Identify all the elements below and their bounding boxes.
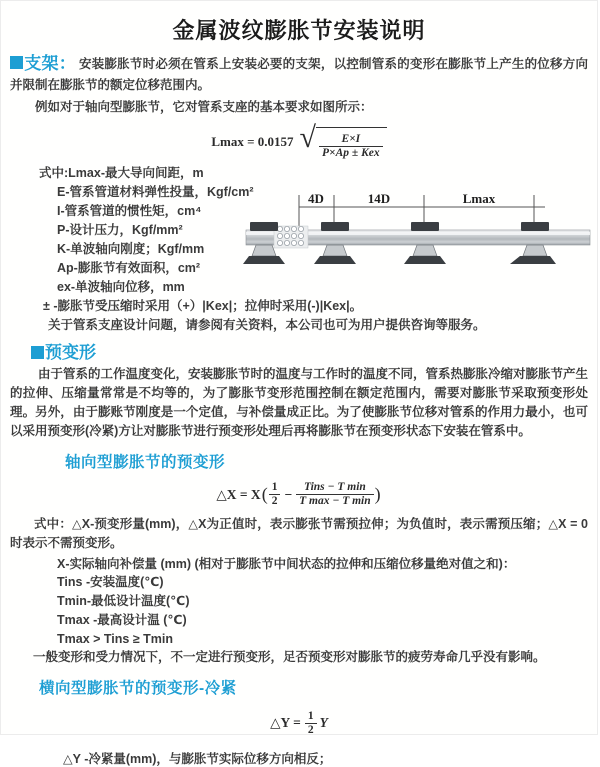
one-half-fraction [305,710,317,737]
radical-sign-icon: √ [299,120,317,154]
definition-line: 一般变形和受力情况下，不一定进行预变形，足否预变形对膨胀节的疲劳寿命几乎没有影响。 [33,650,546,665]
definition-line: Tmax > Tins ≥ Tmin [57,631,174,646]
minus-sign: − [284,486,293,502]
axial-explain-paragraph: 式中：△X-预变形量(mm)，△X为正值时，表示膨张节需预拉伸；为负值时，表示需预压缩；△X = 0时表示不需预变形。 [10,516,588,550]
definition-line: Tmin-最低设计温度(℃) [57,594,190,609]
definition-line: 关于管系支座设计问题，请参阅有关资料，本公司也可为用户提供咨询等服务。 [48,317,486,332]
definition-line: X-实际轴向补偿量 (mm) (相对于膨胀节中间状态的拉伸和压缩位移量绝对值之和)： [57,556,516,571]
formula-lmax [1,120,597,159]
definition-line: 式中:Lmax-最大导向间距，m [39,165,204,180]
section-heading-preset-label: 预变形 [45,342,96,362]
definition-line: K-单波轴向刚度；Kgf/mm [57,241,205,256]
formula-lmax-denominator: P×Ap ± Kex [322,146,380,159]
subheading-axial: 轴向型膨胀节的预变形 [65,453,226,471]
temperature-numerator: Tins − T min [296,481,374,495]
formula-lmax-numerator: E×I [319,133,383,147]
temperature-denominator: T max − T min [299,495,371,507]
definition-line: E-管系管道材料弹性投量，Kgf/cm² [57,184,254,199]
definition-line: ± -膨胀节受压缩时采用（+）|Kex|；拉伸时采用(-)|Kex|。 [43,298,363,313]
definition-line: ex-单波轴向位移，mm [57,279,185,294]
half-denominator: 2 [307,723,314,736]
axial-definitions [1,555,597,668]
dimension-label-lmax: Lmax [462,190,496,206]
formula-delta-y [1,708,597,738]
half-denominator: 2 [271,495,278,507]
bellows-icon [274,226,308,248]
page-title: 金属波纹膨胀节安装说明 [172,18,426,43]
lateral-note: △Y -冷紧量(mm)，与膨胀节实际位移方向相反； [63,752,332,767]
section-heading-preset [31,338,597,363]
pipe-support-diagram [244,190,592,286]
subheading-lateral: 横向型膨胀节的预变形-冷紧 [39,680,237,698]
half-numerator: 1 [305,710,317,724]
section-marker-icon [10,56,23,69]
one-half-fraction [269,481,281,508]
definition-line: Ap-膨胀节有效面积，cm² [57,260,201,275]
definition-line: P-设计压力，Kgf/mm² [57,222,183,237]
support-intro-text: 安装膨胀节时必须在管系上安装必要的支架，以控制管系的变形在膨胀节上产生的位移方向并限制在膨胀节的额定位移范围内。 [10,57,588,92]
formula-delta-y-lhs: △Y = [270,715,301,731]
definition-line: I-管系管道的惯性矩，cm⁴ [57,203,202,218]
formula-delta-x-lhs: △X = X [216,486,261,502]
square-root [299,120,387,160]
dimension-label-4d: 4D [308,190,324,206]
formula-lmax-lhs: Lmax = 0.0157 [211,133,294,149]
formula-delta-y-rhs: Y [319,715,328,731]
preset-paragraph: 由于管系的工作温度变化，安装膨胀节时的温度与工作时的温度不同，管系热膨胀冷缩对膨胀节产生的拉伸、压缩量常常是不均等的，为了膨胀节变形范围控制在额定范围内，需要对膨胀节采取预变形处理。另外，由于膨账节刚度是一个定值，与补偿量成正比。为了使膨胀节位移对管系的作用力最小，也可以采用预变形(冷紧)方让对膨胀节进行预变形处理后再将膨胀节在预变形状态下安装在管系中。 [10,366,589,438]
section-heading-support: 支架： [24,54,76,73]
section-marker-icon [31,346,44,359]
support-intro-paragraph [10,54,588,95]
open-paren: ( [261,484,268,504]
definition-line: Tmax -最高设计温 (℃) [57,612,187,627]
half-numerator: 1 [269,481,281,495]
close-paren: ) [374,484,381,504]
definition-line: Tins -安装温度(℃) [57,575,164,590]
temperature-fraction [296,481,374,508]
definitions-and-diagram [1,164,597,335]
dimension-label-14d: 14D [367,190,391,206]
formula-delta-x [1,479,597,511]
support-example-paragraph: 例如对于轴向型膨胀节，它对管系支座的基本要求如图所示： [35,100,373,114]
